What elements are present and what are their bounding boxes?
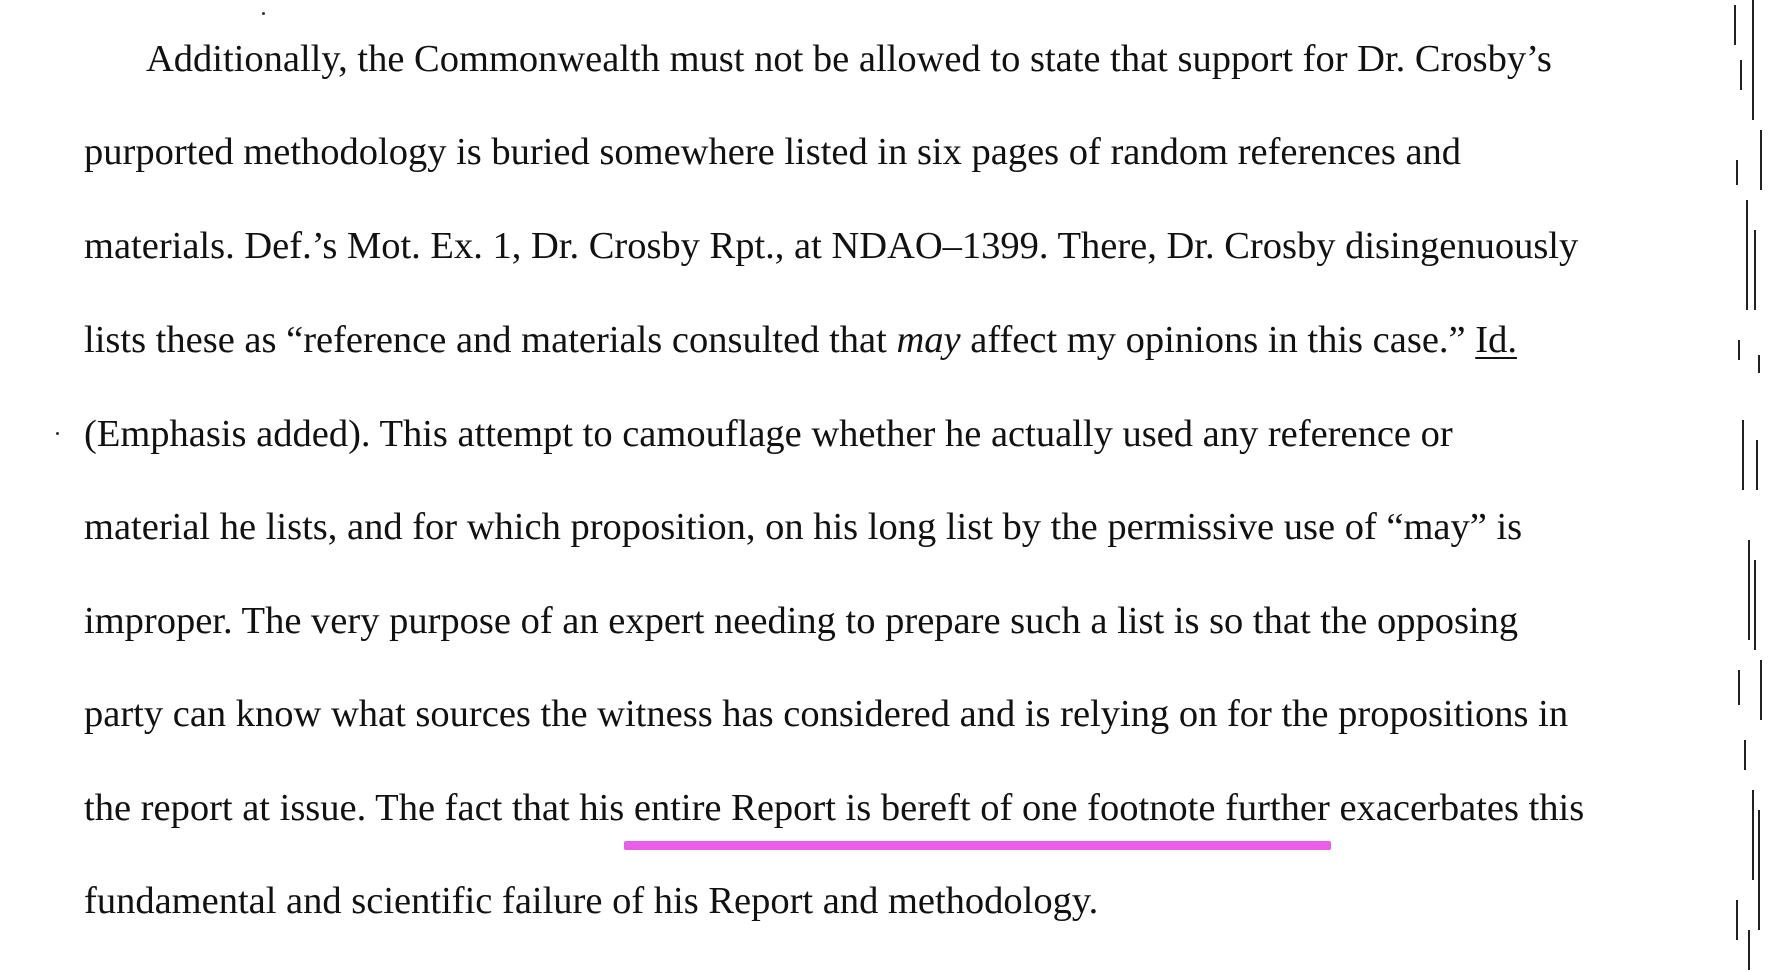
paragraph-line-2: purported methodology is buried somewhere listed in six pages of random references and	[84, 131, 1462, 173]
emphasized-word: may	[896, 319, 961, 361]
paragraph-line-9: the report at issue. The fact that his entire Report is bereft of one footnote further exacerbates this	[84, 787, 1585, 829]
paragraph-line-7: improper. The very purpose of an expert needing to prepare such a list is so that the opposing	[84, 600, 1519, 642]
paragraph-line-4	[84, 317, 1517, 363]
line-4-text-before: lists these as “reference and materials consulted that	[84, 319, 897, 361]
citation-id: Id.	[1475, 319, 1517, 361]
scan-speck	[56, 432, 59, 435]
paragraph-line-3: materials. Def.’s Mot. Ex. 1, Dr. Crosby Rpt., at NDAO–1399. There, Dr. Crosby disingenuously	[84, 225, 1579, 267]
scan-edge-artifacts	[1724, 0, 1784, 972]
scan-speck	[262, 12, 265, 15]
line-4-text-after: affect my opinions in this case.”	[960, 319, 1476, 361]
paragraph-line-5: (Emphasis added). This attempt to camouflage whether he actually used any reference or	[84, 413, 1453, 455]
paragraph-line-10: fundamental and scientific failure of his Report and methodology.	[84, 880, 1099, 922]
paragraph-line-1: Additionally, the Commonwealth must not be allowed to state that support for Dr. Crosby’s	[146, 38, 1552, 80]
paragraph-line-6: material he lists, and for which proposition, on his long list by the permissive use of “may” is	[84, 506, 1523, 548]
highlight-underline-mark	[624, 841, 1331, 850]
paragraph-line-8: party can know what sources the witness has considered and is relying on for the propositions in	[84, 693, 1569, 735]
